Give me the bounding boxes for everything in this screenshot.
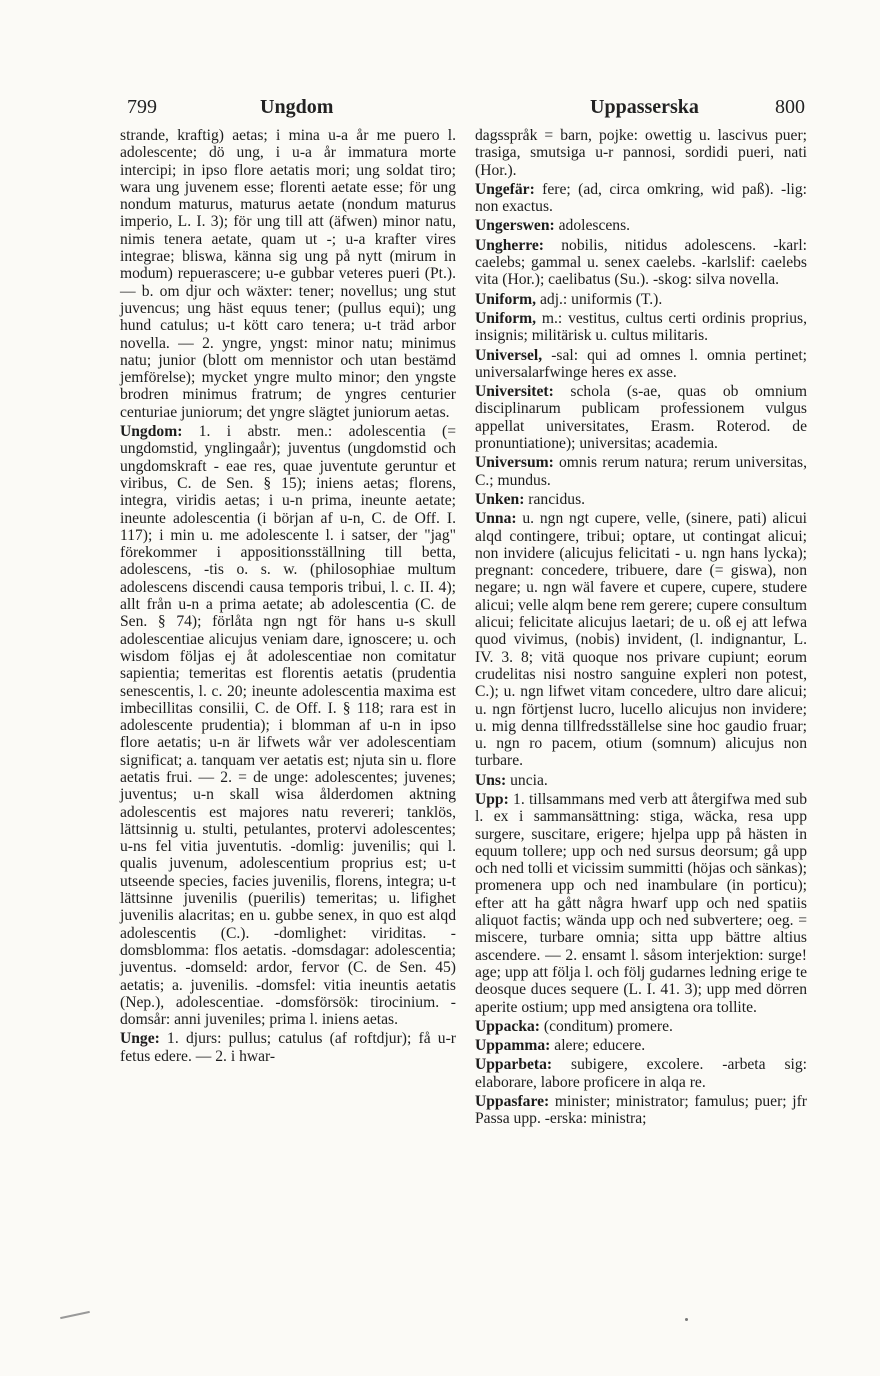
dictionary-entry bbox=[475, 791, 807, 1016]
dictionary-entry bbox=[475, 237, 807, 289]
headword: Unken: bbox=[475, 490, 525, 508]
left-running-head: Ungdom bbox=[260, 96, 334, 118]
headword: Ungerswen: bbox=[475, 217, 555, 235]
headword: Unna: bbox=[475, 510, 517, 528]
dictionary-entry bbox=[475, 310, 807, 345]
dictionary-entry bbox=[475, 491, 807, 508]
dictionary-entry bbox=[475, 1056, 807, 1091]
headword: Uppamma: bbox=[475, 1037, 551, 1055]
entry-text: 1. djurs: pullus; catulus (af roftdjur); få u-r fetus edere. — 2. i hwar- bbox=[120, 1030, 456, 1065]
entry-text: omnis rerum natura; rerum universitas, C.; mundus. bbox=[475, 454, 807, 489]
dictionary-entry bbox=[475, 454, 807, 489]
entry-continuation bbox=[120, 127, 456, 421]
entry-text: subigere, excolere. -arbeta sig: elaborare, labore proficere in alqa re. bbox=[475, 1056, 807, 1091]
dictionary-entry bbox=[475, 510, 807, 769]
entry-text: minister; ministrator; famulus; puer; jfr Passa upp. -erska: ministra; bbox=[475, 1093, 807, 1128]
dictionary-entry bbox=[120, 1030, 456, 1065]
entry-text: adj.: uniformis (T.). bbox=[536, 290, 663, 308]
left-page-number: 799 bbox=[127, 96, 157, 118]
right-page-number: 800 bbox=[775, 96, 805, 118]
entry-text: 1. tillsammans med verb att återgifwa med sub l. ex i sammansättning: stiga, wäcka, resa upp surgere, suscitare, erigere; hjelpa upp på hästen in equum tollere; upp och ned sursus deorsum; gå upp och ned tolli et vicissim summitti (höjas och sänkas); promenera upp och ned inambulare (in porticu); efter att ha gått några hwarf upp och ned spatiis aliquot factis; wända upp och ned subvertere; oeg. = miscere, turbare omnia; sitta upp bättre altius ascendere. — 2. ensamt l. såsom interjektion: surge! age; upp att följa l. och följ gudarnes ledning erige te deosque duces sequere (L. I. 41. 3); upp med dörren aperite ostium; upp med ansigtena ora tollite. bbox=[475, 790, 807, 1016]
headword: Upp: bbox=[475, 790, 509, 808]
entry-text: schola (s-ae, quas ob omnium disciplinarum publicam professionem vulgus appellat universitates, Erasm. Roterod. de pronuntiatione); universitas; academia. bbox=[475, 383, 807, 453]
headword: Universel, bbox=[475, 346, 543, 364]
ink-spot bbox=[685, 1318, 688, 1321]
entry-text: m.: vestitus, cultus certi ordinis proprius, insignis; militärisk u. cultus militaris. bbox=[475, 309, 807, 345]
headword: Universitet: bbox=[475, 383, 554, 401]
entry-text: rancidus. bbox=[524, 490, 586, 508]
dictionary-entry bbox=[120, 423, 456, 1028]
entry-text: uncia. bbox=[506, 771, 548, 789]
dictionary-entry bbox=[475, 217, 807, 234]
dictionary-entry bbox=[475, 291, 807, 308]
entry-text: u. ngn ngt cupere, velle, (sinere, pati) alicui alqd contingere, tribui; optare, ut contingat alicui; non invidere (alicujus felicitati - u. ngn hans lycka); pregnant: concedere, tribuere, dare (= giswa), non negare; u. ngn wäl favere et cupere, cupere, studere alicui; velle alqm bene rem gerere; cupere consultum alicui; felicitate alicujus laetari; de u. oß ej att lefwa quod vivimus, (nobis) invident, (l. indignantur, L. IV. 3. 8; vitä quoque nos privare cupiunt; eorum crudelitas nisi nostro sanguine expleri non potest, C.); u. ngn lifwet vitam concedere, ultro dare alicui; u. ngn förtjenst lucro, lucello alicujus non invidere; u. mig denna tillfredsställelse sine hoc gaudio fruar; u. ngn ro pacem, otium (somnum) alicujus non turbare. bbox=[475, 510, 807, 770]
right-running-head: Uppasserska bbox=[590, 96, 699, 118]
headword: Uns: bbox=[475, 771, 507, 789]
entry-text: dagsspråk = barn, pojke: owettig u. lascivus puer; trasiga, smutsiga u-r pannosi, sordidi pueri, nati (Hor.). bbox=[475, 127, 807, 179]
headword: Ungefär: bbox=[475, 180, 535, 198]
entry-text: nobilis, nitidus adolescens. -karl: caelebs; gammal u. senex caelebs. -karlslif: caelebs vita (Hor.); caelibatus (Su.). -skog: silva novella. bbox=[475, 236, 807, 289]
dictionary-entry bbox=[475, 347, 807, 382]
pencil-mark bbox=[60, 1311, 90, 1319]
headword: Uniform, bbox=[475, 309, 537, 327]
headword: Ungherre: bbox=[475, 236, 544, 254]
headword: Unge: bbox=[120, 1030, 160, 1048]
entry-text: 1. i abstr. men.: adolescentia (= ungdomstid, ynglingaår); juventus (ungdomstid och ungdomskraft - eae res, quae juventute geruntur et viribus, C. de Sen. § 15); iniens aetas; florens, integra, viridis aetas; i u-n prima, ineunte aetate; ineunte adolescentia (i början af u-n, C. de Off. I. 117); i min u. me adolescente l. i satser, der "jag" förekommer i appositionsställning till betta, adolescens, -tis o. s. w. (philosophiae multum adolescens discendi causa temporis tribui, l. c. II. 4); allt från u-n a prima aetate; ab adolescentia (C. de Sen. § 74); förlåta ngn ngt för hans u-s skull adolescentiae alicujus veniam dare, ignoscere; u. och wisdom följas ej åt adolescentiae non comitatur sapientia; temeritas est florentis aetatis (prudentia senescentis, l. c. 20; ineunte adolescentia maxima est imbecillitas consilii, C. de Off. I. § 118; rara est in adolescente prudentia); i blomman af u-n in ipso flore aetatis; u-n är lifwets wår ver adolescentiam significat; a. tanquam ver aetatis est; njuta sin u. flore aetatis frui. — 2. = de unge: adolescentes; juvenes; juventus; u-n skall wisa ålderdomen aktning adolescentis est majores natu revereri; tanklös, lättsinnig u. stulti, petulantes, protervi adolescentes; u-ns fel vitia juventutis. -domlig: juvenilis; qui l. qualis juvenum, adolescentium proprius est; u-t utseende species, facies juvenilis, florens, integra; u-t lättsinne juvenilis (puerilis) temeritas; u. lifighet juvenilis alacritas; en u. gubbe senex, in quo est alqd adolescentis (C.). -domlighet: viriditas. -domsblomma: flos aetatis. -domsdagar: adolescentia; juventus. -domseld: ardor, fervor (C. de Sen. 45) aetatis; a. juvenilis. -domsfel: vitia ineuntis aetatis (Nep.), adolescentiae. -domsförsök: tirocinium. -domsår: anni juveniles; prima l. iniens aetas. bbox=[120, 423, 456, 1029]
headword: Universum: bbox=[475, 454, 554, 472]
entry-text: adolescens. bbox=[554, 217, 631, 235]
entry-text: (conditum) promere. bbox=[540, 1017, 673, 1035]
dictionary-entry bbox=[475, 1093, 807, 1128]
entry-text: fere; (ad, circa omkring, wid paß). -lig: non exactus. bbox=[475, 180, 807, 216]
dictionary-entry bbox=[475, 1037, 807, 1054]
dictionary-entry bbox=[475, 181, 807, 216]
headword: Upparbeta: bbox=[475, 1056, 553, 1074]
dictionary-entry bbox=[475, 1018, 807, 1035]
headword: Ungdom: bbox=[120, 423, 183, 441]
entry-text: -sal: qui ad omnes l. omnia pertinet; universalarfwinge heres ex asse. bbox=[475, 346, 807, 381]
left-column bbox=[120, 127, 456, 1065]
entry-continuation bbox=[475, 127, 807, 179]
entry-text: strande, kraftig) aetas; i mina u-a år me puero l. adolescente; dö ung, i u-a år immatura morte intercipi; in ipso flore aetatis mori; ung soldat tiro; wara ung juvenem esse; florenti aetate esse; för ung nondum maturus, maturus aetate (nondum maturus imperio, L. I. 3); för ung till att (äfwen) minor natu, nimis tenera aetate, quam ut -; u-a krafter vires integrae; bliswa, känna sig ung på nytt (mirum in modum) repuerascere; u-e gubbar veteres pueri (Pt.). — b. om djur och wäxter: tener; novellus; ung stut juvencus; ung häst equus tener; (pullus equi); ung hund catulus; u-t kött caro tenera; u-t träd arbor novella. — 2. yngre, yngst: minor natu; minimus natu; junior (blott om mennistor och utan bestämd jemförelse); mycket yngre multo minor; den yngste brodren minimus fratrum; de yngres centurier centuriae juniorum; det yngre slägtet juniorum aetas. bbox=[120, 127, 456, 421]
right-column bbox=[475, 127, 807, 1128]
headword: Uppacka: bbox=[475, 1017, 540, 1035]
headword: Uppasfare: bbox=[475, 1093, 550, 1111]
dictionary-entry bbox=[475, 772, 807, 789]
dictionary-entry bbox=[475, 383, 807, 452]
headword: Uniform, bbox=[475, 290, 537, 308]
entry-text: alere; educere. bbox=[550, 1037, 646, 1055]
